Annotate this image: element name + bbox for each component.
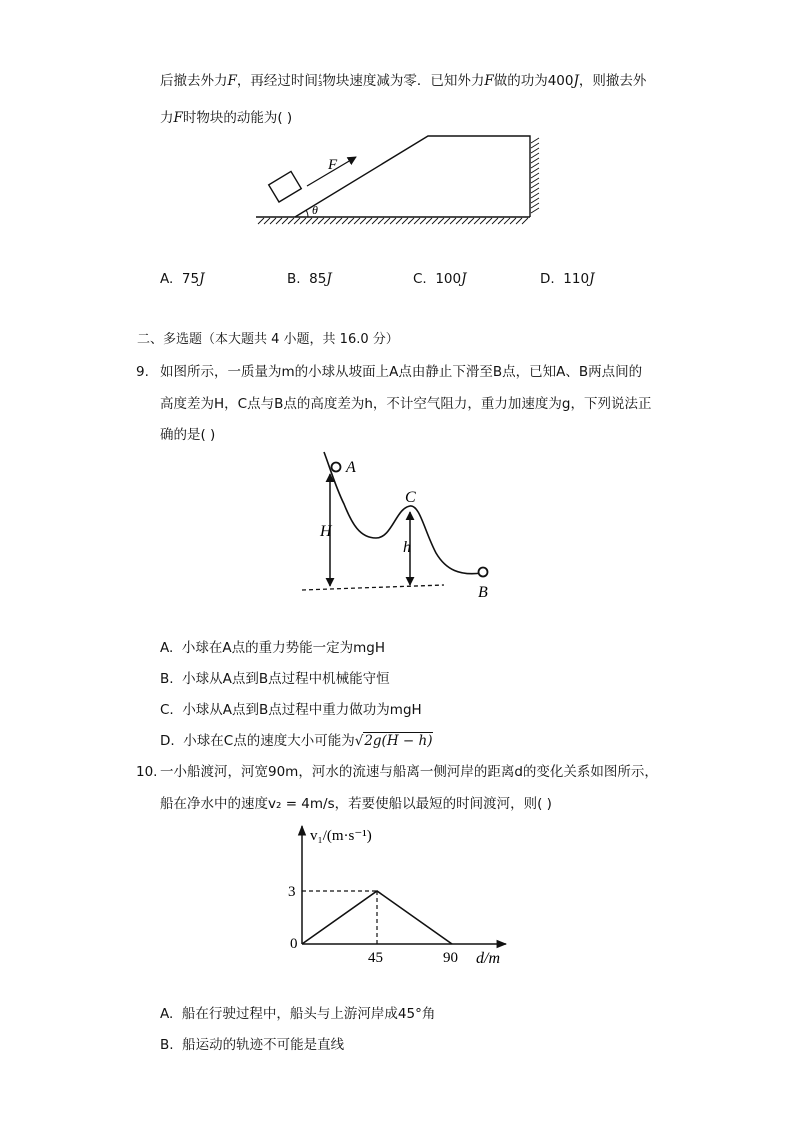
hatch-mark (384, 218, 390, 224)
option-letter: A. (160, 1006, 174, 1022)
incline-figure (250, 128, 550, 232)
hatch-mark (420, 218, 426, 224)
hatch-mark (531, 208, 539, 213)
option-unit: J (199, 271, 205, 287)
hatch-mark (531, 198, 539, 203)
q10-number: 10. (136, 764, 158, 780)
wall-hatching (531, 138, 539, 213)
x-axis-label: d/m (476, 950, 500, 967)
q8-text: ，则撤去外 (578, 73, 647, 89)
hatch-mark (264, 218, 270, 224)
x-tick-label: 45 (368, 950, 383, 966)
q8-text: 物块速度减为零．已知外力 (322, 73, 485, 89)
hatch-mark (531, 148, 539, 153)
hatch-mark (531, 173, 539, 178)
label-B: B (478, 584, 488, 601)
force-label: F (328, 157, 338, 173)
label-C: C (405, 489, 416, 506)
hatch-mark (504, 218, 510, 224)
incline-outline (295, 136, 530, 217)
q10-option-A[interactable] (160, 1005, 435, 1023)
q9-option-D[interactable] (160, 732, 433, 750)
angle-arc (306, 210, 308, 217)
hatch-mark (258, 218, 264, 224)
hatch-mark (444, 218, 450, 224)
hatch-mark (531, 168, 539, 173)
x-tick-label: 90 (443, 950, 458, 966)
ground-hatching (258, 218, 528, 224)
label-A: A (346, 459, 356, 476)
y-axis-label: v₁/(m·s⁻¹) (310, 828, 372, 844)
q9-option-A[interactable] (160, 639, 385, 657)
hatch-mark (390, 218, 396, 224)
hatch-mark (306, 218, 312, 224)
point-A-ball (332, 463, 341, 472)
option-unit: J (326, 271, 332, 287)
hatch-mark (462, 218, 468, 224)
q9-line2: 高度差为H，C点与B点的高度差为h，不计空气阻力，重力加速度为g，下列说法正 (160, 396, 652, 412)
q8-option-B[interactable] (287, 270, 332, 288)
hatch-mark (474, 218, 480, 224)
hatch-mark (336, 218, 342, 224)
hatch-mark (438, 218, 444, 224)
label-H: H (320, 523, 332, 540)
sqrt-radicand: 2g(H − h) (364, 733, 433, 749)
q9-line1: 如图所示，一质量为m的小球从坡面上A点由静止下滑至B点，已知A、B两点间的 (160, 364, 643, 380)
hatch-mark (531, 143, 539, 148)
option-letter: C. (413, 271, 427, 287)
q8-option-A[interactable] (160, 270, 205, 288)
option-value: 110 (563, 271, 590, 287)
hatch-mark (531, 188, 539, 193)
option-unit: J (589, 271, 595, 287)
option-letter: B. (287, 271, 301, 287)
q10-line1: 一小船渡河，河宽90m，河水的流速与船离一侧河岸的距离d的变化关系如图所示， (160, 764, 658, 780)
hatch-mark (270, 218, 276, 224)
q8-var-F: F (173, 110, 183, 126)
q8-option-D[interactable] (540, 270, 594, 288)
hatch-mark (480, 218, 486, 224)
sqrt-symbol: √ (354, 733, 364, 749)
q9-option-C[interactable] (160, 701, 422, 719)
q8-text: 做的功为400 (493, 73, 574, 89)
q9-number: 9. (136, 364, 149, 380)
hatch-mark (402, 218, 408, 224)
option-text: 小球从A点到B点过程中重力做功为mgH (182, 702, 422, 718)
hatch-mark (510, 218, 516, 224)
hatch-mark (432, 218, 438, 224)
hatch-mark (348, 218, 354, 224)
y-tick-label: 3 (288, 884, 296, 900)
slope-figure (296, 448, 506, 604)
hatch-mark (531, 138, 539, 143)
fraction-numerator: t (318, 73, 322, 81)
q8-unit: J (573, 73, 579, 89)
q8-var-F: F (484, 73, 494, 89)
hatch-mark (522, 218, 528, 224)
hatch-mark (531, 193, 539, 198)
hatch-mark (498, 218, 504, 224)
q8-line2 (160, 109, 292, 127)
hatch-mark (492, 218, 498, 224)
hatch-mark (378, 218, 384, 224)
q9-option-B[interactable] (160, 670, 390, 688)
section-title: 二、多选题（本大题共 4 小题，共 16.0 分） (137, 332, 399, 347)
option-letter: C. (160, 702, 174, 718)
hatch-mark (408, 218, 414, 224)
option-letter: D. (540, 271, 555, 287)
option-text: 小球在A点的重力势能一定为mgH (181, 640, 385, 656)
hatch-mark (330, 218, 336, 224)
hatch-mark (468, 218, 474, 224)
reference-dashed-line (302, 585, 444, 590)
hatch-mark (486, 218, 492, 224)
hatch-mark (516, 218, 522, 224)
hatch-mark (276, 218, 282, 224)
q8-var-F: F (227, 73, 237, 89)
option-text: 船在行驶过程中，船头与上游河岸成45°角 (181, 1006, 436, 1022)
label-h: h (403, 539, 411, 556)
hatch-mark (282, 218, 288, 224)
q10-option-B[interactable] (160, 1036, 344, 1054)
option-letter: B. (160, 1037, 174, 1053)
hatch-mark (450, 218, 456, 224)
q8-text: 后撤去外力 (160, 73, 228, 89)
hatch-mark (288, 218, 294, 224)
q10-line2: 船在净水中的速度v₂ = 4m/s，若要使船以最短的时间渡河，则( ) (160, 796, 552, 812)
hatch-mark (426, 218, 432, 224)
hatch-mark (531, 158, 539, 163)
q8-text: 时物块的动能为( ) (182, 110, 293, 126)
option-value: 85 (309, 271, 327, 287)
option-letter: A. (160, 271, 174, 287)
hatch-mark (414, 218, 420, 224)
hatch-mark (531, 203, 539, 208)
option-text: 小球在C点的速度大小可能为 (183, 733, 355, 749)
hatch-mark (531, 183, 539, 188)
angle-label: θ (312, 203, 318, 217)
point-B-ball (479, 568, 488, 577)
option-unit: J (461, 271, 467, 287)
q8-line1 (160, 72, 646, 90)
hatch-mark (342, 218, 348, 224)
hatch-mark (312, 218, 318, 224)
option-text: 船运动的轨迹不可能是直线 (182, 1037, 345, 1053)
hatch-mark (366, 218, 372, 224)
hatch-mark (456, 218, 462, 224)
option-letter: B. (160, 671, 174, 687)
hatch-mark (294, 218, 300, 224)
q8-option-C[interactable] (413, 270, 467, 288)
hatch-mark (300, 218, 306, 224)
hatch-mark (372, 218, 378, 224)
x-tick-label: 0 (290, 936, 298, 952)
block (269, 171, 302, 202)
hatch-mark (531, 163, 539, 168)
option-value: 100 (435, 271, 462, 287)
hatch-mark (318, 218, 324, 224)
hatch-mark (324, 218, 330, 224)
fraction-denominator: 3 (317, 80, 323, 88)
hatch-mark (531, 153, 539, 158)
option-text: 小球从A点到B点过程中机械能守恒 (182, 671, 390, 687)
hatch-mark (531, 178, 539, 183)
option-letter: D. (160, 733, 175, 749)
q8-text: ，再经过时间 (236, 73, 318, 89)
q8-text: 力 (160, 110, 174, 126)
option-value: 75 (181, 271, 200, 287)
velocity-distance-chart (280, 818, 520, 974)
option-letter: A. (160, 640, 174, 656)
hatch-mark (354, 218, 360, 224)
q9-line3: 确的是( ) (160, 427, 216, 443)
hatch-mark (360, 218, 366, 224)
hatch-mark (396, 218, 402, 224)
